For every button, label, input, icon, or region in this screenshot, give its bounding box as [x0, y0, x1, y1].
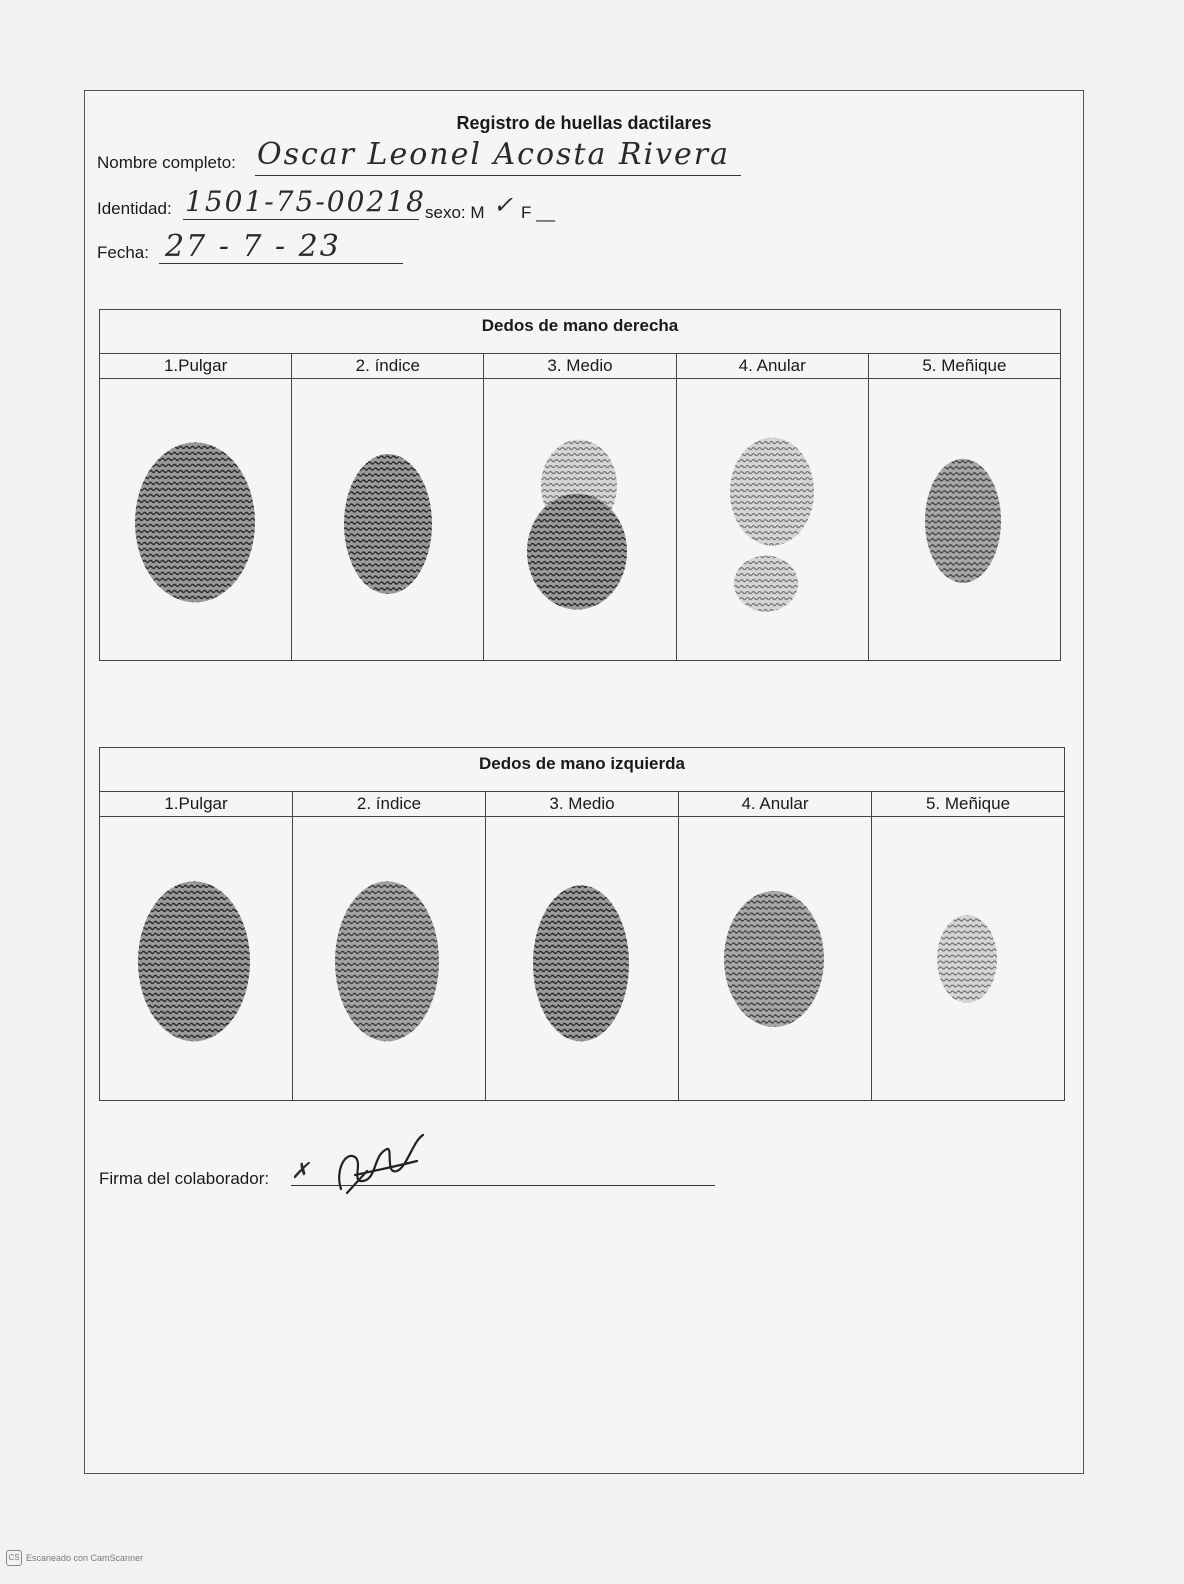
- form-title: Registro de huellas dactilares: [456, 113, 712, 133]
- name-underline: [255, 175, 741, 176]
- right-finger-cell: [483, 354, 675, 660]
- fingerprint-image: [329, 877, 449, 1047]
- left-finger-label: 5. Meñique: [872, 792, 1064, 817]
- right-hand-title: Dedos de mano derecha: [100, 310, 1060, 354]
- camscanner-logo: CS: [6, 1550, 22, 1566]
- right-finger-cell: [100, 354, 291, 660]
- right-finger-cell: [868, 354, 1060, 660]
- scanner-text: Escaneado con CamScanner: [26, 1553, 144, 1563]
- sex-female-label: F __: [521, 203, 556, 222]
- scanner-watermark: [6, 1550, 143, 1566]
- sex-male-mark: ✓: [493, 191, 516, 219]
- right-finger-label: 1.Pulgar: [100, 354, 291, 379]
- left-finger-cell: [292, 792, 485, 1100]
- right-finger-cell: [291, 354, 483, 660]
- left-finger-label: 4. Anular: [679, 792, 871, 817]
- left-finger-label: 2. índice: [293, 792, 485, 817]
- right-finger-label: 4. Anular: [677, 354, 868, 379]
- left-hand-table: [99, 747, 1065, 1101]
- id-value: 1501-75-00218: [185, 185, 426, 218]
- left-finger-cell: [678, 792, 871, 1100]
- right-hand-table: [99, 309, 1061, 661]
- right-finger-label: 2. índice: [292, 354, 483, 379]
- fingerprint-image: [720, 887, 830, 1037]
- fingerprint-image: [933, 911, 1003, 1011]
- right-finger-label: 3. Medio: [484, 354, 675, 379]
- date-value: 27 - 7 - 23: [165, 229, 341, 264]
- id-underline: [183, 219, 419, 220]
- fingerprint-image: [919, 452, 1009, 592]
- date-label: Fecha:: [97, 243, 149, 262]
- id-label: Identidad:: [97, 199, 172, 218]
- signature-x-mark: ✗: [291, 1159, 312, 1184]
- left-finger-label: 3. Medio: [486, 792, 678, 817]
- left-finger-cell: [485, 792, 678, 1100]
- fingerprint-image: [131, 438, 261, 608]
- fingerprint-image: [722, 433, 822, 613]
- left-finger-cell: [100, 792, 292, 1100]
- fingerprint-form: [84, 90, 1084, 1474]
- right-finger-cell: [676, 354, 868, 660]
- signature-image: [333, 1131, 433, 1201]
- left-finger-cell: [871, 792, 1064, 1100]
- right-finger-label: 5. Meñique: [869, 354, 1060, 379]
- fingerprint-image: [527, 877, 637, 1047]
- name-value: Oscar Leonel Acosta Rivera: [257, 137, 731, 172]
- signature-label: Firma del colaborador:: [99, 1169, 270, 1188]
- left-finger-label: 1.Pulgar: [100, 792, 292, 817]
- fingerprint-image: [136, 877, 256, 1047]
- sex-label: sexo: M: [425, 203, 485, 222]
- signature-underline: [291, 1185, 715, 1186]
- name-label: Nombre completo:: [97, 153, 236, 172]
- date-underline: [159, 263, 403, 264]
- fingerprint-image: [525, 433, 635, 613]
- fingerprint-image: [338, 448, 438, 598]
- left-hand-title: Dedos de mano izquierda: [100, 748, 1064, 792]
